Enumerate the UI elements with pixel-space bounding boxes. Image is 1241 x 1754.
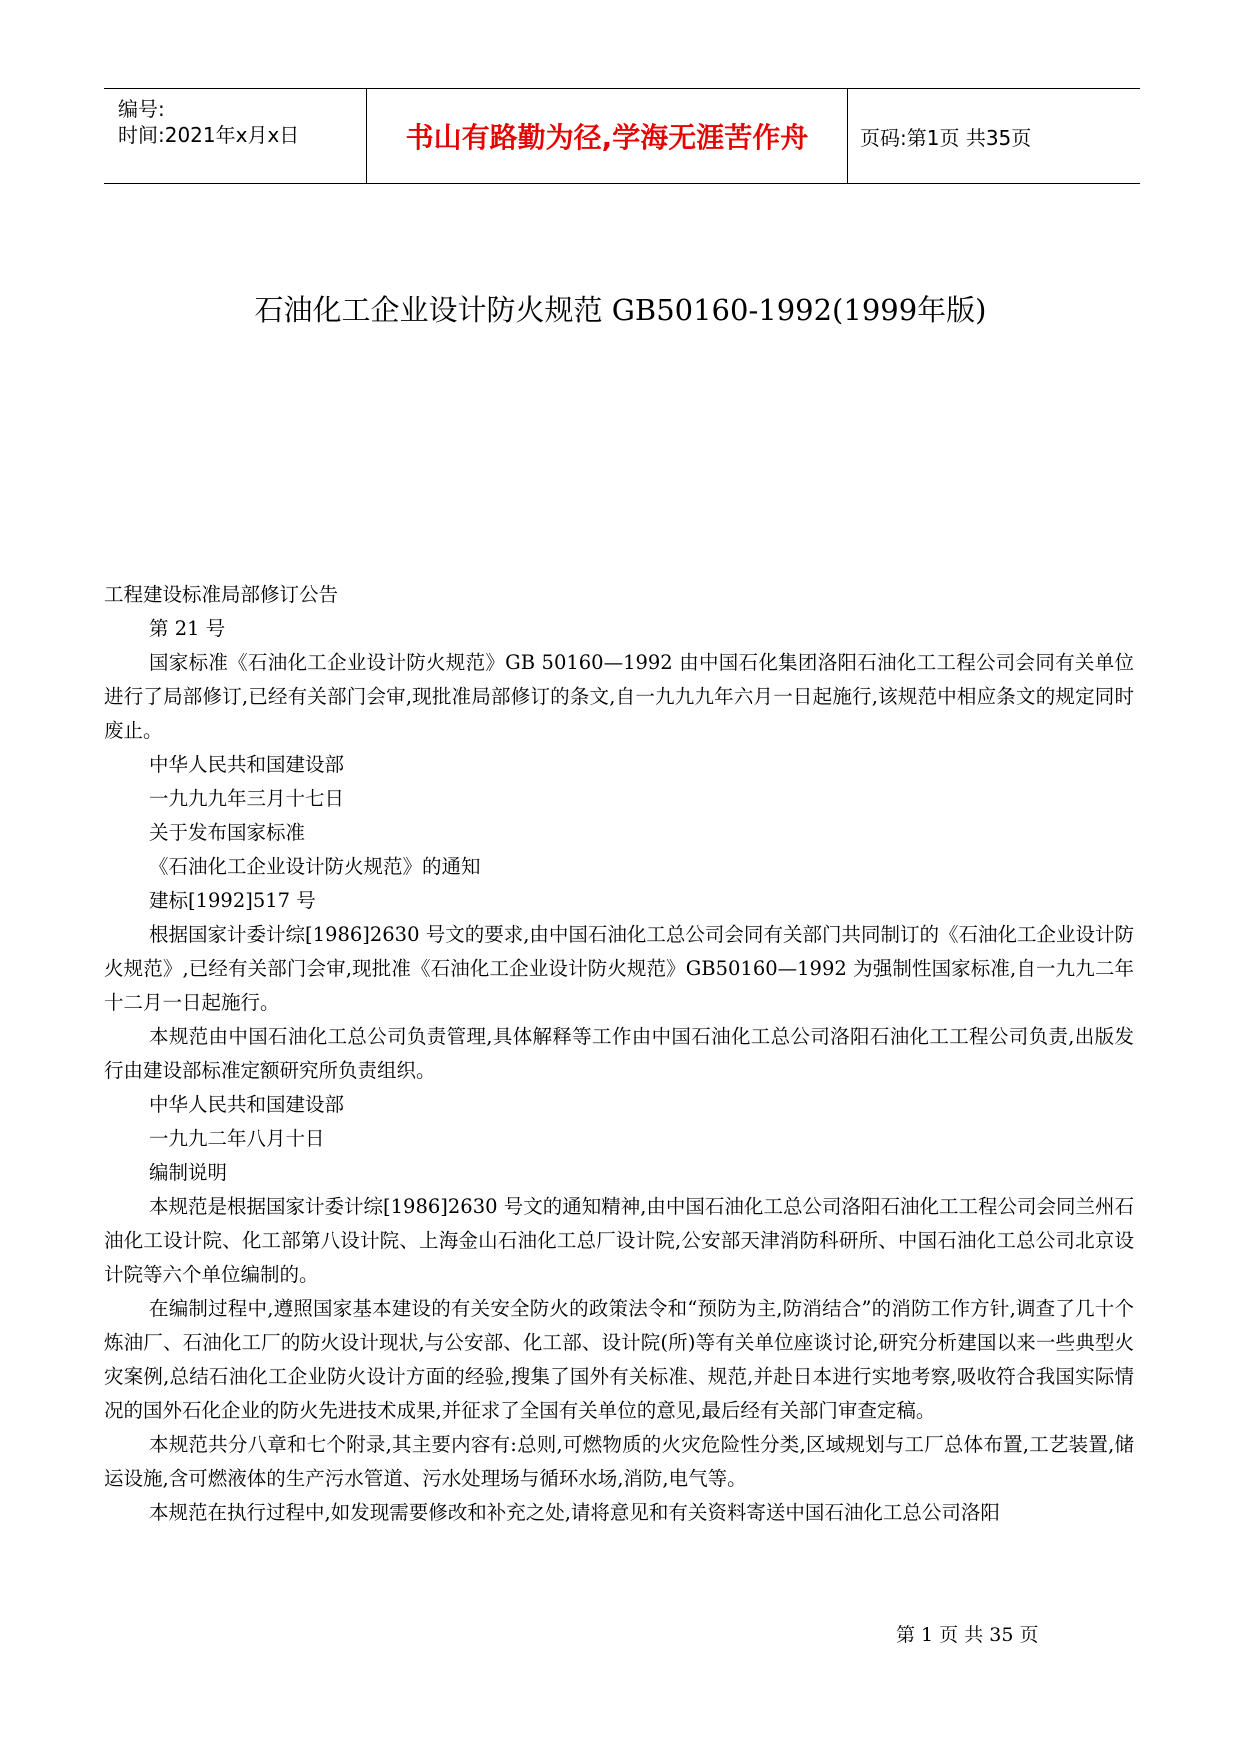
paragraph: 中华人民共和国建设部 xyxy=(149,1093,345,1116)
paragraph: 本规范共分八章和七个附录,其主要内容有:总则,可燃物质的火灾危险性分类,区域规划与工厂总体布置,工艺装置,储运设施,含可燃液体的生产污水管道、污水处理场与循环水场,消防,电气等。 xyxy=(104,1433,1134,1490)
header-meta-cell xyxy=(104,89,367,183)
paragraph: 工程建设标准局部修订公告 xyxy=(104,583,339,606)
number-label: 编号: xyxy=(118,97,165,121)
document-body xyxy=(104,578,1134,1530)
paragraph: 本规范在执行过程中,如发现需要修改和补充之处,请将意见和有关资料寄送中国石油化工总公司洛阳 xyxy=(149,1501,1000,1524)
paragraph: 中华人民共和国建设部 xyxy=(149,753,345,776)
paragraph: 一九九二年八月十日 xyxy=(149,1127,325,1150)
paragraph: 《石油化工企业设计防火规范》的通知 xyxy=(149,855,481,878)
time-label: 时间:2021年x月x日 xyxy=(118,123,300,147)
paragraph: 编制说明 xyxy=(149,1161,228,1184)
header-page-label: 页码:第1页 共35页 xyxy=(860,125,1032,150)
paragraph: 根据国家计委计综[1986]2630 号文的要求,由中国石油化工总公司会同有关部门共同制订的《石油化工企业设计防火规范》,已经有关部门会审,现批准《石油化工企业设计防火规范》GB50160—1992 为强制性国家标准,自一九九二年十二月一日起施行。 xyxy=(104,923,1134,1014)
paragraph: 一九九九年三月十七日 xyxy=(149,787,345,810)
paragraph: 在编制过程中,遵照国家基本建设的有关安全防火的政策法令和“预防为主,防消结合”的消防工作方针,调查了几十个炼油厂、石油化工厂的防火设计现状,与公安部、化工部、设计院(所)等有关单位座谈讨论,研究分析建国以来一些典型火灾案例,总结石油化工企业防火设计方面的经验,搜集了国外有关标准、规范,并赴日本进行实地考察,吸收符合我国实际情况的国外石化企业的防火先进技术成果,并征求了全国有关单位的意见,最后经有关部门审查定稿。 xyxy=(104,1297,1134,1422)
page-header xyxy=(104,88,1140,184)
header-slogan: 书山有路勤为径,学海无涯苦作舟 xyxy=(367,89,848,183)
paragraph: 建标[1992]517 号 xyxy=(149,889,316,912)
paragraph: 本规范是根据国家计委计综[1986]2630 号文的通知精神,由中国石油化工总公司洛阳石油化工工程公司会同兰州石油化工设计院、化工部第八设计院、上海金山石油化工总厂设计院,公安部天津消防科研所、中国石油化工总公司北京设计院等六个单位编制的。 xyxy=(104,1195,1134,1286)
page-footer: 第 1 页 共 35 页 xyxy=(896,1624,1039,1646)
document-title: 石油化工企业设计防火规范 GB50160-1992(1999年版) xyxy=(254,293,987,327)
paragraph: 本规范由中国石油化工总公司负责管理,具体解释等工作由中国石油化工总公司洛阳石油化工工程公司负责,出版发行由建设部标准定额研究所负责组织。 xyxy=(104,1025,1134,1082)
paragraph: 关于发布国家标准 xyxy=(149,821,306,844)
paragraph: 第 21 号 xyxy=(149,617,226,640)
paragraph: 国家标准《石油化工企业设计防火规范》GB 50160—1992 由中国石化集团洛阳石油化工工程公司会同有关单位进行了局部修订,已经有关部门会审,现批准局部修订的条文,自一九九九年六月一日起施行,该规范中相应条文的规定同时废止。 xyxy=(104,651,1134,742)
